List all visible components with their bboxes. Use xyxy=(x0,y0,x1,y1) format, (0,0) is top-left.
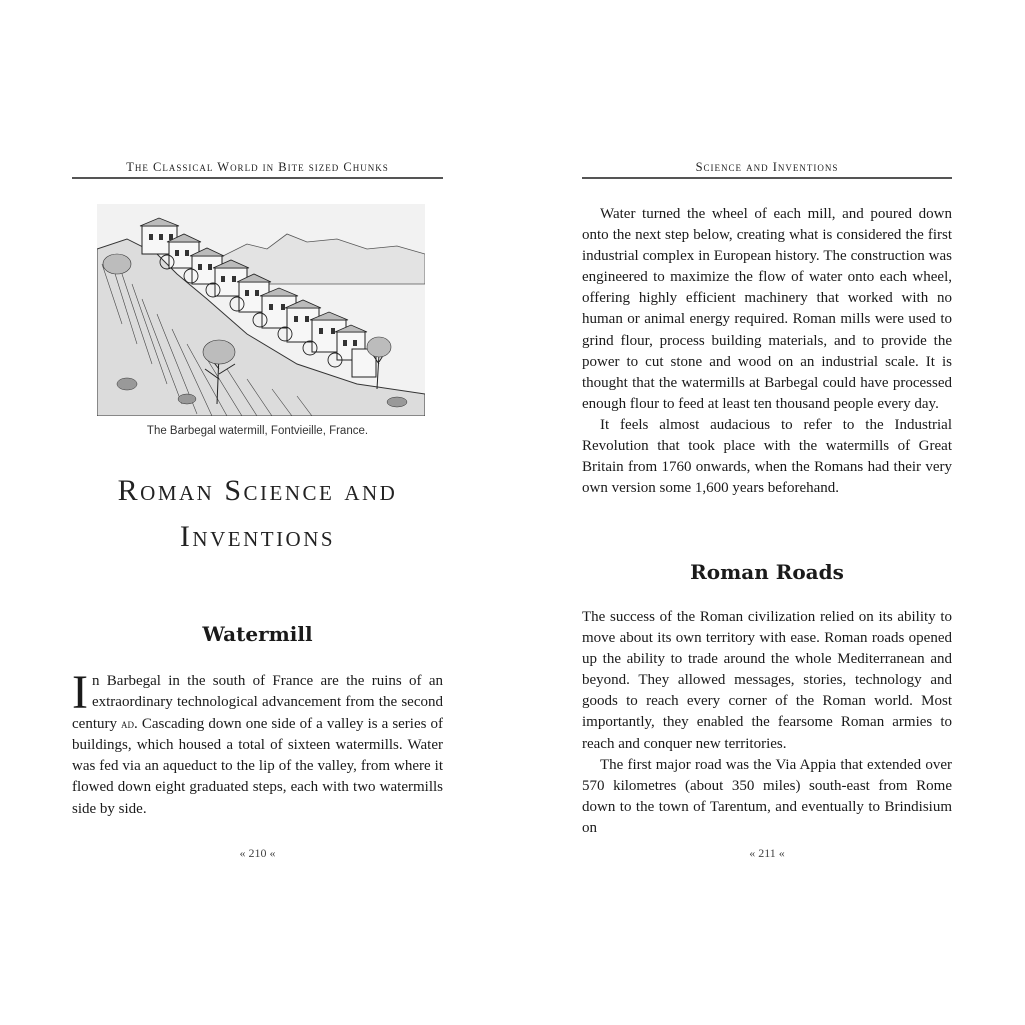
paragraph-text-end: . Cascading down one side of a valley is a series of buildings, which housed a total of sixteen watermills. Water was fed via an aqueduct to the lip of the valley, from where it flowed down eight graduated steps, each with two watermills side by side. xyxy=(72,716,444,817)
chapter-title-line2: Inventions xyxy=(179,520,336,553)
roman-roads-text xyxy=(582,607,952,839)
paragraph: The first major road was the Via Appia that extended over 570 kilometres (about 350 miles) south-east from Rome down to the town of Tarentum, and eventually to Brindisium on xyxy=(582,756,952,836)
dropcap: I xyxy=(72,666,88,719)
running-head-right: Science and Inventions xyxy=(582,160,952,179)
running-head-left: The Classical World in Bite sized Chunks xyxy=(72,160,443,179)
illustration-caption: The Barbegal watermill, Fontvieille, France. xyxy=(146,425,369,437)
era-abbreviation: ad xyxy=(121,716,135,732)
watermill-paragraph xyxy=(72,666,444,820)
section-heading-watermill: Watermill xyxy=(202,622,313,646)
paragraph: It feels almost audacious to refer to the Industrial Revolution that took place with the watermills of Great Britain from 1760 onwards, when the Romans had their very own version some 1,600 years beforehand. xyxy=(582,416,952,497)
watermill-continuation xyxy=(582,204,952,499)
page-number-right: « 211 « xyxy=(749,846,785,860)
paragraph: Water turned the wheel of each mill, and poured down onto the next step below, creating what is considered the first industrial complex in European history. The construction was engineered to maximize the flow of water onto each wheel, offering highly efficient machinery that worked with no human or animal energy required. Roman mills were used to grind flour, process building materials, and to provide the power to cut stone and wood on an industrial scale. It is thought that the watermills at Barbegal could have processed enough flour to feed at least ten thousand people every day. xyxy=(582,206,952,412)
barbegal-watermill-illustration xyxy=(97,204,425,416)
chapter-title-line1: Roman Science and xyxy=(117,474,398,507)
paragraph: The success of the Roman civilization relied on its ability to move about its own territory with ease. Roman roads opened up the ability to trade around the whole Mediterranean and beyond. They allowed messages, stories, technology and goods to reach every corner of the Roman world. Most importantly, they enabled the fearsome Roman armies to reach and conquer new territories. xyxy=(582,609,952,752)
page-number-left: « 210 « xyxy=(239,846,276,860)
section-heading-roman-roads: Roman Roads xyxy=(690,560,844,584)
chapter-title xyxy=(72,468,443,560)
paragraph-text-start: n Barbegal in the south of France are the ruins of an extraordinary technological advancement from the second century xyxy=(72,673,443,733)
